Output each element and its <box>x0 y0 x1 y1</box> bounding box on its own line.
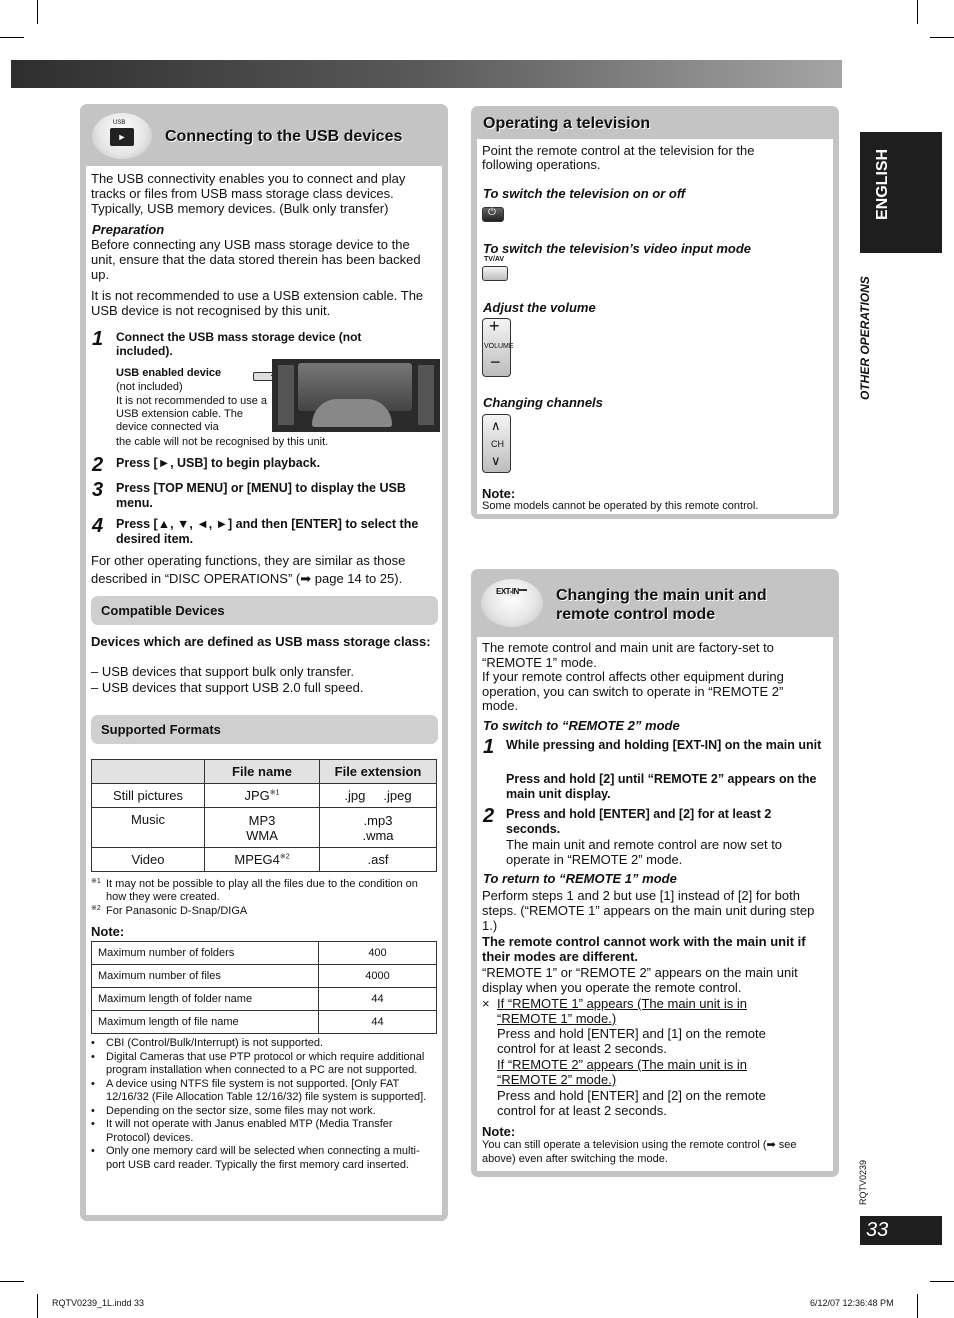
mode-intro-2: If your remote control affects other equipment during operation, you can switch to operate in “REMOTE 2” mode. <box>482 669 784 713</box>
usb-device-heading: USB enabled device <box>116 367 222 379</box>
table-row <box>92 784 437 808</box>
tv-intro: Point the remote control at the television for the following operations. <box>482 143 755 172</box>
crop-mark <box>37 1294 38 1318</box>
footer-date: 6/12/07 12:36:48 PM <box>810 1298 894 1308</box>
table-row <box>92 942 437 965</box>
plus-icon: + <box>489 316 500 336</box>
power-icon: ⏻ <box>488 207 496 218</box>
other-ops-line-1: For other operating functions, they are similar as those <box>91 553 406 568</box>
chevron-up-icon: ∧ <box>491 418 501 433</box>
mode-title-line-2: remote control mode <box>556 606 716 623</box>
prep-text: Before connecting any USB mass storage device to the unit, ensure that the data stored therein has been backed up. <box>91 237 421 282</box>
supported-formats-bar <box>91 715 438 744</box>
table-cell: .asf <box>320 848 437 872</box>
mode-intro-1: The remote control and main unit are factory-set to “REMOTE 1” mode. <box>482 640 774 670</box>
formats-table <box>91 759 437 872</box>
tvav-button <box>482 266 508 281</box>
table-cell: Maximum number of files <box>92 965 319 988</box>
unit-left-panel <box>278 365 294 425</box>
usb-intro: The USB connectivity enables you to connect and play tracks or files from USB mass storage class devices. Typically, USB memory devices. (Bulk only transfer) <box>91 171 406 216</box>
usb-notes-list <box>91 1037 435 1172</box>
table-cell: Music <box>92 808 205 848</box>
mode-step-1b: Press and hold [2] until “REMOTE 2” appears on the main unit display. <box>506 772 817 801</box>
limits-table <box>91 941 437 1034</box>
language-tab <box>860 132 942 253</box>
compat-item-1: – USB devices that support bulk only transfer. <box>91 664 355 679</box>
table-header-cell: File extension <box>320 760 437 784</box>
minus-icon: − <box>490 352 501 372</box>
usb-icon <box>92 113 152 159</box>
remote1-heading: To return to “REMOTE 1” mode <box>483 871 677 886</box>
usb-step-4: Press [▲, ▼, ◄, ►] and then [ENTER] to select the desired item. <box>116 517 419 546</box>
channel-label: CH <box>491 439 504 449</box>
mode-display-text: “REMOTE 1” or “REMOTE 2” appears on the main unit display when you operate the remote control. <box>482 965 798 995</box>
tv-note-heading: Note: <box>482 486 516 501</box>
volume-button <box>482 316 514 377</box>
remote1-text: Perform steps 1 and 2 but use [1] instead of [2] for both steps. (“REMOTE 1” appears on the main unit during step 1.) <box>482 888 815 933</box>
list-item: • Digital Cameras that use PTP protocol or which require additional program installation when connected to a PC are not supported. <box>91 1051 435 1078</box>
prep-heading: Preparation <box>92 222 165 237</box>
chevron-down-icon: ∨ <box>491 453 501 468</box>
if-remote1: If “REMOTE 1” appears (The main unit is in “REMOTE 1” mode.) <box>497 996 747 1026</box>
ext-in-icon <box>481 579 543 627</box>
table-cell: 4000 <box>319 965 437 988</box>
supported-formats-heading: Supported Formats <box>101 722 221 737</box>
table-cell: 44 <box>319 988 437 1011</box>
step-number: 4 <box>92 515 104 537</box>
table-cell: Maximum length of folder name <box>92 988 319 1011</box>
compatible-devices-heading: Compatible Devices <box>101 603 225 618</box>
table-row <box>92 808 437 848</box>
remote2-heading: To switch to “REMOTE 2” mode <box>483 718 680 733</box>
power-button <box>482 207 504 222</box>
compat-definition: Devices which are defined as USB mass storage class: <box>91 634 431 649</box>
unit-tray <box>312 399 392 427</box>
play-icon: ► <box>110 128 134 146</box>
compatible-devices-bar <box>91 596 438 625</box>
tvav-label: TV/AV <box>484 256 505 263</box>
table-cell: 400 <box>319 942 437 965</box>
language-label: ENGLISH <box>874 148 891 220</box>
step-number: 1 <box>92 328 104 350</box>
crop-mark <box>37 0 38 24</box>
table-cell: 44 <box>319 1011 437 1034</box>
page-number-box <box>860 1216 942 1245</box>
usb-icon-label: USB <box>113 120 126 126</box>
table-cell <box>205 784 320 808</box>
usb-step-2: Press [►, USB] to begin playback. <box>116 456 321 470</box>
table-row <box>92 965 437 988</box>
mode-step-1a: While pressing and holding [EXT-IN] on the main unit <box>506 738 822 752</box>
if-remote2: If “REMOTE 2” appears (The main unit is in “REMOTE 2” mode.) <box>497 1057 747 1087</box>
usb-device-warning: It is not recommended to use a USB extension cable. The device connected via <box>116 395 268 433</box>
tv-power-heading: To switch the television on or off <box>483 186 686 201</box>
main-unit-illustration <box>272 359 440 432</box>
crop-mark <box>930 1281 954 1282</box>
table-header-cell: File name <box>205 760 320 784</box>
mode-step-2b: The main unit and remote control are now set to operate in “REMOTE 2” mode. <box>506 837 783 867</box>
table-cell: Video <box>92 848 205 872</box>
footnote-mark: ※1 <box>269 789 280 797</box>
table-cell: Still pictures <box>92 784 205 808</box>
usb-title: Connecting to the USB devices <box>165 128 403 145</box>
cell-text: MPEG4 <box>234 852 280 867</box>
list-item: • CBI (Control/Bulk/Interrupt) is not supported. <box>91 1037 435 1051</box>
footer-file: RQTV0239_1L.indd 33 <box>52 1298 145 1308</box>
mode-step-2a: Press and hold [ENTER] and [2] for at least 2 seconds. <box>506 807 772 836</box>
list-item: • A device using NTFS file system is not supported. [Only FAT 12/16/32 (File Allocation Table 12/16/32) file system is supported]. <box>91 1078 435 1105</box>
table-cell <box>205 848 320 872</box>
tv-title: Operating a television <box>483 115 651 132</box>
list-item: • It will not operate with Janus enabled MTP (Media Transfer Protocol) devices. <box>91 1118 435 1145</box>
table-cell: Maximum number of folders <box>92 942 319 965</box>
compat-item-2: – USB devices that support USB 2.0 full speed. <box>91 680 364 695</box>
table-cell: .mp3 .wma <box>320 808 437 848</box>
if-remote2-text: Press and hold [ENTER] and [2] on the remote control for at least 2 seconds. <box>497 1088 766 1118</box>
other-ops-line-2: described in “DISC OPERATIONS” (➡ page 14 to 25). <box>91 571 403 586</box>
mode-note-heading: Note: <box>482 1124 516 1139</box>
list-item: • Only one memory card will be selected when connecting a multi-port USB card reader. Typically the first memory card inserted. <box>91 1145 435 1172</box>
usb-step-1: Connect the USB mass storage device (not included). <box>116 330 362 358</box>
step-number: 3 <box>92 479 104 501</box>
crop-mark <box>917 0 918 24</box>
unit-right-panel <box>418 365 434 425</box>
crop-mark <box>0 37 24 38</box>
cell-text: JPG <box>244 788 270 803</box>
tv-note: Some models cannot be operated by this remote control. <box>482 500 759 512</box>
mode-footnote-mark: × <box>482 996 490 1011</box>
crop-mark <box>917 1294 918 1318</box>
section-label: OTHER OPERATIONS <box>858 276 872 400</box>
list-item: • Depending on the sector size, some files may not work. <box>91 1105 435 1119</box>
table-row <box>92 988 437 1011</box>
ext-cable-text: It is not recommended to use a USB extension cable. The USB device is not recognised by this unit. <box>91 288 424 318</box>
table-row <box>92 1011 437 1034</box>
tv-channel-heading: Changing channels <box>483 395 603 410</box>
usb-step-3: Press [TOP MENU] or [MENU] to display the USB menu. <box>116 481 406 510</box>
usb-note-heading: Note: <box>91 924 125 939</box>
if-remote1-text: Press and hold [ENTER] and [1] on the remote control for at least 2 seconds. <box>497 1026 766 1056</box>
crop-mark <box>0 1281 24 1282</box>
table-cell: .jpg .jpeg <box>320 784 437 808</box>
footnote-mark: ※2 <box>91 905 101 912</box>
usb-device-warning-end: the cable will not be recognised by this unit. <box>116 436 329 448</box>
table-row <box>92 848 437 872</box>
mode-note: You can still operate a television using the remote control (➡ see above) even after switching the mode. <box>482 1139 797 1165</box>
page-number: 33 <box>866 1219 889 1241</box>
tv-input-heading: To switch the television’s video input mode <box>483 241 751 256</box>
ext-in-icon-label: EXT-IN <box>496 587 519 596</box>
footnote-mark: ※1 <box>91 878 101 885</box>
step-number: 2 <box>483 805 495 827</box>
tv-volume-heading: Adjust the volume <box>483 300 596 315</box>
footnote-mark: ※2 <box>279 853 290 861</box>
table-cell: MP3 WMA <box>205 808 320 848</box>
usb-device-note: (not included) <box>116 381 183 393</box>
mode-warning: The remote control cannot work with the main unit if their modes are different. <box>482 934 806 964</box>
footnote-2: For Panasonic D-Snap/DIGA <box>106 905 248 917</box>
step-number: 1 <box>483 736 495 758</box>
volume-label: VOLUME <box>484 343 514 350</box>
table-cell: Maximum length of file name <box>92 1011 319 1034</box>
channel-button <box>482 414 511 473</box>
table-header-cell <box>92 760 205 784</box>
footnote-1: It may not be possible to play all the files due to the condition on how they were created. <box>106 878 418 903</box>
doc-code: RQTV0239 <box>858 1159 868 1205</box>
step-number: 2 <box>92 454 104 476</box>
mode-title-line-1: Changing the main unit and <box>556 587 767 604</box>
crop-mark <box>930 37 954 38</box>
header-band <box>11 60 842 88</box>
